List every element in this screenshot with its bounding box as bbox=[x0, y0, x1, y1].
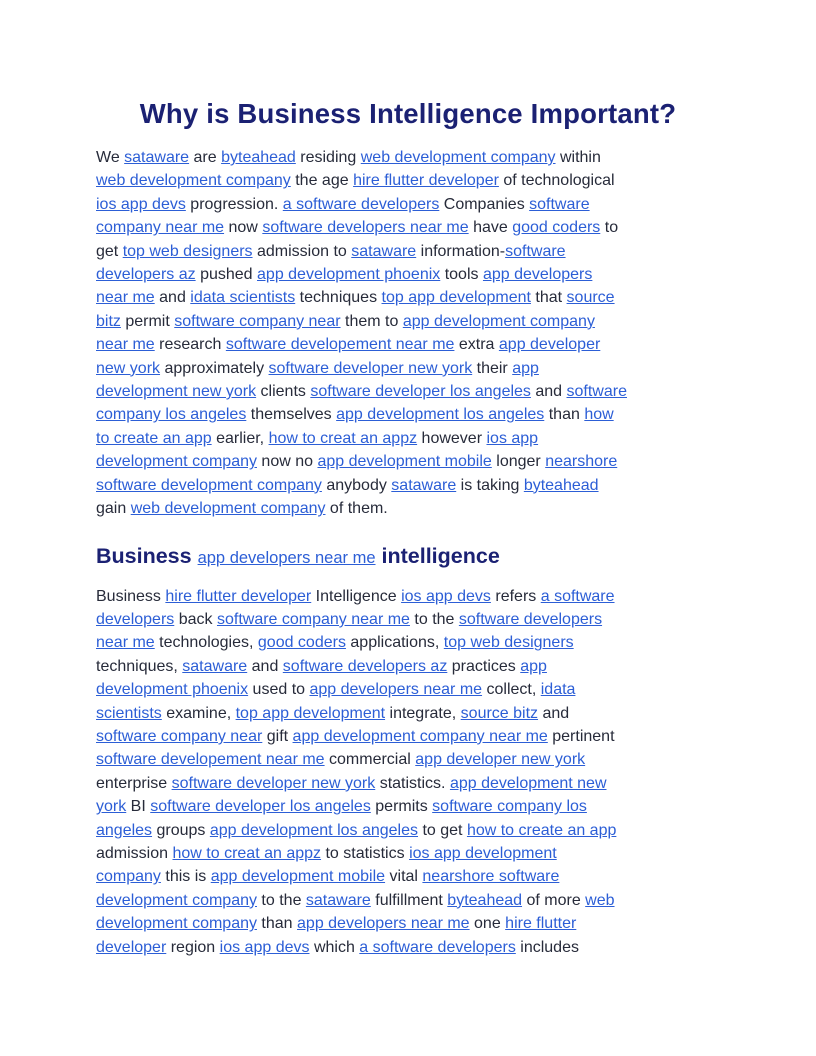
text-link[interactable]: byteahead bbox=[447, 891, 523, 909]
text-link[interactable]: near me bbox=[96, 289, 155, 307]
text-link[interactable]: a software bbox=[540, 587, 615, 605]
text-run: to get bbox=[418, 821, 467, 839]
text-link[interactable]: software developer los angeles bbox=[150, 798, 371, 816]
text-link[interactable]: sataware bbox=[124, 149, 190, 166]
text-line bbox=[96, 450, 720, 473]
text-run: than bbox=[544, 406, 585, 424]
text-line bbox=[96, 725, 720, 748]
text-line bbox=[96, 146, 720, 169]
text-link[interactable]: nearshore bbox=[545, 453, 618, 471]
text-line bbox=[96, 631, 720, 654]
text-link[interactable]: development company bbox=[96, 453, 257, 471]
text-run: admission to bbox=[252, 242, 352, 260]
text-run: extra bbox=[454, 336, 499, 354]
text-run: this is bbox=[160, 868, 211, 886]
text-run: intelligence bbox=[375, 543, 500, 568]
text-link[interactable]: ios app bbox=[486, 429, 539, 447]
text-run: vital bbox=[385, 868, 423, 886]
paragraph-1 bbox=[96, 146, 720, 521]
text-run: clients bbox=[256, 383, 311, 401]
text-run: of more bbox=[522, 891, 586, 909]
text-line bbox=[96, 912, 720, 935]
text-line bbox=[96, 748, 720, 771]
text-link[interactable]: app bbox=[520, 657, 547, 675]
text-link[interactable]: source bitz bbox=[460, 704, 539, 722]
text-link[interactable]: software developement near me bbox=[225, 336, 455, 354]
text-run: now bbox=[224, 219, 263, 237]
section-heading bbox=[96, 542, 720, 572]
text-link[interactable]: software company los bbox=[432, 798, 587, 816]
text-line bbox=[96, 497, 720, 520]
text-run: commercial bbox=[324, 751, 416, 769]
text-link[interactable]: software developers bbox=[458, 610, 603, 628]
text-run: than bbox=[256, 915, 298, 933]
text-run: groups bbox=[152, 821, 210, 839]
text-link[interactable]: near me bbox=[96, 336, 155, 354]
text-run: the age bbox=[290, 172, 354, 190]
text-run: to the bbox=[256, 891, 306, 909]
text-link[interactable]: ios app devs bbox=[401, 587, 491, 605]
text-run: are bbox=[189, 149, 222, 166]
text-run: gift bbox=[262, 727, 293, 745]
text-link[interactable]: angeles bbox=[96, 821, 153, 839]
text-line bbox=[96, 655, 720, 678]
text-run: permits bbox=[370, 798, 433, 816]
text-link[interactable]: source bbox=[566, 289, 615, 307]
text-link[interactable]: software development company bbox=[96, 476, 322, 494]
text-run: earlier, bbox=[211, 429, 269, 447]
text-run: to statistics bbox=[321, 844, 410, 862]
text-line bbox=[96, 240, 720, 263]
text-line bbox=[96, 585, 720, 608]
text-link[interactable]: app bbox=[512, 359, 539, 377]
text-link[interactable]: ios app devs bbox=[219, 938, 310, 956]
text-run: get bbox=[96, 242, 123, 260]
text-link[interactable]: software developer new york bbox=[171, 774, 376, 792]
text-link[interactable]: near me bbox=[96, 634, 155, 652]
text-link[interactable]: software developement near me bbox=[96, 751, 325, 769]
text-link[interactable]: how to creat an appz bbox=[268, 429, 418, 447]
text-link[interactable]: how to creat an appz bbox=[172, 844, 322, 862]
text-link[interactable]: a software developers bbox=[282, 195, 440, 213]
text-run: information- bbox=[416, 242, 506, 260]
text-link[interactable]: software company near bbox=[174, 312, 341, 330]
text-run: pushed bbox=[195, 266, 258, 284]
paragraph-2 bbox=[96, 585, 720, 960]
text-link[interactable]: software developer new york bbox=[268, 359, 473, 377]
text-link[interactable]: developers bbox=[96, 610, 175, 628]
text-run: integrate, bbox=[385, 704, 461, 722]
text-link[interactable]: top web designers bbox=[122, 242, 253, 260]
text-run: and bbox=[247, 657, 283, 675]
text-link[interactable]: idata scientists bbox=[190, 289, 296, 307]
text-line bbox=[96, 889, 720, 912]
text-run: to bbox=[600, 219, 619, 237]
text-link[interactable]: top web designers bbox=[443, 634, 574, 652]
text-link[interactable]: software developers near me bbox=[262, 219, 469, 237]
text-run: have bbox=[468, 219, 513, 237]
text-run: and bbox=[530, 383, 567, 401]
text-link[interactable]: web development company bbox=[130, 500, 326, 518]
text-link[interactable]: development company bbox=[96, 915, 257, 933]
text-line bbox=[96, 263, 720, 286]
text-line bbox=[96, 865, 720, 888]
text-link[interactable]: top app development bbox=[381, 289, 531, 307]
text-run: however bbox=[417, 429, 487, 447]
text-run: one bbox=[469, 915, 506, 933]
text-line bbox=[96, 193, 720, 216]
text-line bbox=[96, 310, 720, 333]
text-run: back bbox=[174, 610, 217, 628]
text-link[interactable]: to create an app bbox=[96, 429, 212, 447]
text-link[interactable]: company los angeles bbox=[96, 406, 247, 424]
text-link[interactable]: web bbox=[585, 891, 615, 909]
text-link[interactable]: web development company bbox=[360, 149, 556, 166]
text-run: technologies, bbox=[154, 634, 258, 652]
text-line bbox=[96, 678, 720, 701]
text-run: them to bbox=[340, 312, 403, 330]
text-line bbox=[96, 608, 720, 631]
text-link[interactable]: hire flutter developer bbox=[165, 587, 312, 605]
text-link[interactable]: sataware bbox=[305, 891, 371, 909]
text-run: which bbox=[309, 938, 360, 956]
text-link[interactable]: developers az bbox=[96, 266, 196, 284]
text-link[interactable]: software company near me bbox=[216, 610, 410, 628]
text-link[interactable]: software company near bbox=[96, 727, 263, 745]
text-link[interactable]: good coders bbox=[257, 634, 346, 652]
page-title: Why is Business Intelligence Important? bbox=[139, 98, 677, 129]
text-link[interactable]: byteahead bbox=[523, 476, 599, 494]
text-run: approximately bbox=[160, 359, 269, 377]
text-link[interactable]: app development company bbox=[402, 312, 595, 330]
text-link[interactable]: scientists bbox=[96, 704, 162, 722]
text-run: of technological bbox=[498, 172, 615, 190]
text-link[interactable]: app development los angeles bbox=[336, 406, 545, 424]
text-run: region bbox=[166, 938, 220, 956]
text-run: tools bbox=[440, 266, 483, 284]
text-line bbox=[96, 842, 720, 865]
text-link[interactable]: a software developers bbox=[359, 938, 516, 956]
text-link[interactable]: app development phoenix bbox=[257, 266, 441, 284]
text-link[interactable]: developer bbox=[96, 938, 167, 956]
text-run: gain bbox=[96, 500, 131, 518]
text-link[interactable]: app developers bbox=[482, 266, 593, 284]
text-link[interactable]: app developer new york bbox=[415, 751, 586, 769]
text-link[interactable]: sataware bbox=[391, 476, 457, 494]
text-link[interactable]: sataware bbox=[182, 657, 248, 675]
text-run: techniques bbox=[295, 289, 382, 307]
text-run: within bbox=[555, 149, 601, 166]
text-run: their bbox=[472, 359, 513, 377]
text-link[interactable]: software bbox=[529, 195, 590, 213]
text-link[interactable]: app development mobile bbox=[210, 868, 386, 886]
text-run: and bbox=[154, 289, 191, 307]
text-run: enterprise bbox=[96, 774, 172, 792]
text-run: now no bbox=[256, 453, 318, 471]
text-line bbox=[96, 286, 720, 309]
text-link[interactable]: company bbox=[96, 868, 161, 886]
text-line bbox=[96, 403, 720, 426]
text-line bbox=[96, 936, 720, 959]
text-link[interactable]: hire flutter bbox=[505, 915, 577, 933]
text-link[interactable]: app development new bbox=[449, 774, 607, 792]
text-run: techniques, bbox=[96, 657, 183, 675]
text-line bbox=[96, 333, 720, 356]
text-link[interactable]: how to create an app bbox=[466, 821, 617, 839]
text-line bbox=[96, 216, 720, 239]
text-run: We bbox=[96, 149, 125, 166]
text-link[interactable]: nearshore software bbox=[422, 868, 560, 886]
text-link[interactable]: software bbox=[566, 383, 627, 401]
text-run: of them. bbox=[325, 500, 388, 518]
text-run: collect, bbox=[482, 681, 541, 699]
text-line bbox=[96, 380, 720, 403]
text-link[interactable]: york bbox=[96, 798, 127, 816]
text-run: examine, bbox=[161, 704, 236, 722]
text-link[interactable]: company near me bbox=[96, 219, 225, 237]
text-link[interactable]: development company bbox=[96, 891, 257, 909]
text-run: research bbox=[154, 336, 226, 354]
text-run: Business bbox=[96, 543, 198, 568]
text-run: admission bbox=[96, 844, 173, 862]
text-run: fulfillment bbox=[370, 891, 448, 909]
text-link[interactable]: software bbox=[505, 242, 566, 260]
text-line bbox=[96, 427, 720, 450]
text-link[interactable]: web development company bbox=[96, 172, 291, 190]
text-run: anybody bbox=[321, 476, 392, 494]
text-link[interactable]: hire flutter developer bbox=[353, 172, 499, 190]
text-run: themselves bbox=[246, 406, 337, 424]
text-run: includes bbox=[515, 938, 579, 956]
text-link[interactable]: app developers near me bbox=[297, 915, 470, 933]
text-link[interactable]: sataware bbox=[351, 242, 417, 260]
text-link[interactable]: development phoenix bbox=[96, 681, 249, 699]
text-link[interactable]: software developer los angeles bbox=[310, 383, 531, 401]
text-line bbox=[96, 702, 720, 725]
text-line bbox=[96, 169, 720, 192]
text-run: residing bbox=[295, 149, 361, 166]
text-line bbox=[96, 474, 720, 497]
text-run: refers bbox=[490, 587, 541, 605]
text-link[interactable]: app developers near me bbox=[309, 681, 483, 699]
text-line bbox=[96, 357, 720, 380]
text-link[interactable]: new york bbox=[96, 359, 161, 377]
text-link[interactable]: good coders bbox=[512, 219, 601, 237]
text-link[interactable]: how bbox=[584, 406, 614, 424]
text-link[interactable]: app development mobile bbox=[317, 453, 492, 471]
text-line bbox=[96, 795, 720, 818]
text-link[interactable]: idata bbox=[540, 681, 576, 699]
text-link[interactable]: app developers near me bbox=[197, 548, 376, 567]
text-link[interactable]: app development company near me bbox=[292, 727, 548, 745]
text-run: statistics. bbox=[375, 774, 450, 792]
text-run: and bbox=[538, 704, 570, 722]
text-link[interactable]: app development los angeles bbox=[209, 821, 419, 839]
text-run: pertinent bbox=[547, 727, 615, 745]
text-link[interactable]: ios app devs bbox=[96, 195, 186, 213]
text-link[interactable]: ios app development bbox=[409, 844, 557, 862]
text-run: longer bbox=[491, 453, 546, 471]
text-link[interactable]: development new york bbox=[96, 383, 257, 401]
text-run: Companies bbox=[439, 195, 530, 213]
text-run: that bbox=[530, 289, 567, 307]
text-run: practices bbox=[447, 657, 521, 675]
document-content bbox=[0, 97, 816, 959]
text-run: to the bbox=[409, 610, 459, 628]
text-line bbox=[96, 772, 720, 795]
text-run: Business bbox=[96, 587, 166, 605]
text-link[interactable]: bitz bbox=[96, 312, 121, 330]
text-link[interactable]: app developer bbox=[498, 336, 601, 354]
text-link[interactable]: byteahead bbox=[221, 149, 296, 166]
text-run: permit bbox=[120, 312, 175, 330]
text-run: used to bbox=[248, 681, 310, 699]
text-run: applications, bbox=[345, 634, 444, 652]
text-line bbox=[96, 819, 720, 842]
text-run: BI bbox=[126, 798, 151, 816]
text-run: progression. bbox=[185, 195, 283, 213]
text-link[interactable]: top app development bbox=[235, 704, 386, 722]
text-run: is taking bbox=[456, 476, 524, 494]
text-run: Intelligence bbox=[311, 587, 402, 605]
text-link[interactable]: software developers az bbox=[282, 657, 448, 675]
